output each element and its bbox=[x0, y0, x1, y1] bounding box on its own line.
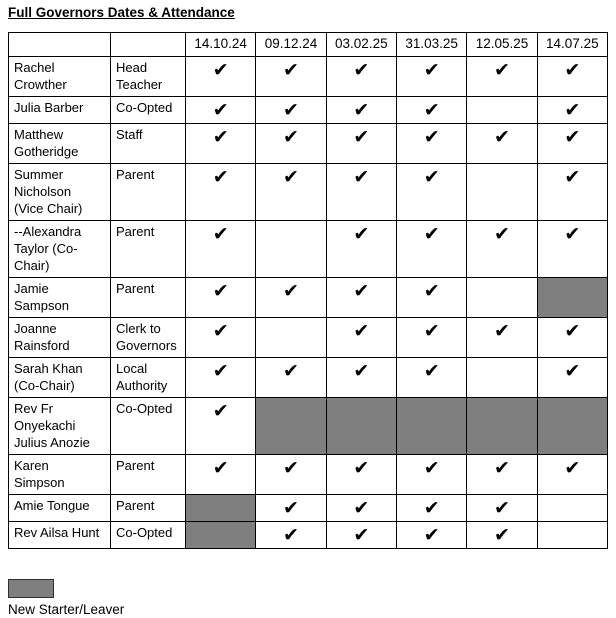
governor-name: Joanne Rainsford bbox=[9, 318, 111, 358]
governor-role: Parent bbox=[111, 164, 186, 221]
attendance-check-icon: ✔ bbox=[467, 495, 537, 522]
attendance-empty-cell bbox=[256, 318, 326, 358]
new-starter-leaver-cell bbox=[186, 522, 256, 549]
attendance-empty-cell bbox=[537, 522, 607, 549]
attendance-empty-cell bbox=[467, 97, 537, 124]
legend-label: New Starter/Leaver bbox=[8, 602, 125, 617]
header-row bbox=[9, 33, 608, 57]
governor-name: Summer Nicholson (Vice Chair) bbox=[9, 164, 111, 221]
attendance-check-icon: ✔ bbox=[256, 124, 326, 164]
attendance-check-icon: ✔ bbox=[537, 455, 607, 495]
governor-name: --Alexandra Taylor (Co-Chair) bbox=[9, 221, 111, 278]
attendance-check-icon: ✔ bbox=[256, 455, 326, 495]
attendance-check-icon: ✔ bbox=[326, 358, 396, 398]
attendance-check-icon: ✔ bbox=[537, 164, 607, 221]
attendance-check-icon: ✔ bbox=[396, 495, 466, 522]
attendance-check-icon: ✔ bbox=[467, 318, 537, 358]
attendance-empty-cell bbox=[537, 495, 607, 522]
governor-name: Rev Ailsa Hunt bbox=[9, 522, 111, 549]
attendance-check-icon: ✔ bbox=[326, 318, 396, 358]
table-row bbox=[9, 398, 608, 455]
governor-role: Parent bbox=[111, 278, 186, 318]
attendance-check-icon: ✔ bbox=[396, 57, 466, 97]
attendance-check-icon: ✔ bbox=[256, 278, 326, 318]
table-row bbox=[9, 221, 608, 278]
governor-name: Julia Barber bbox=[9, 97, 111, 124]
date-header: 12.05.25 bbox=[467, 33, 537, 57]
attendance-table-body bbox=[9, 57, 608, 549]
new-starter-leaver-cell bbox=[537, 278, 607, 318]
governor-name: Karen Simpson bbox=[9, 455, 111, 495]
attendance-check-icon: ✔ bbox=[396, 318, 466, 358]
attendance-check-icon: ✔ bbox=[186, 318, 256, 358]
attendance-check-icon: ✔ bbox=[396, 522, 466, 549]
table-row bbox=[9, 124, 608, 164]
new-starter-leaver-swatch bbox=[8, 579, 54, 598]
attendance-check-icon: ✔ bbox=[186, 221, 256, 278]
date-header: 09.12.24 bbox=[256, 33, 326, 57]
attendance-check-icon: ✔ bbox=[467, 57, 537, 97]
governor-role: Staff bbox=[111, 124, 186, 164]
header-name-blank bbox=[9, 33, 111, 57]
attendance-check-icon: ✔ bbox=[537, 358, 607, 398]
attendance-check-icon: ✔ bbox=[326, 495, 396, 522]
attendance-check-icon: ✔ bbox=[256, 97, 326, 124]
attendance-check-icon: ✔ bbox=[467, 221, 537, 278]
new-starter-leaver-cell bbox=[537, 398, 607, 455]
attendance-check-icon: ✔ bbox=[396, 221, 466, 278]
governor-name: Rachel Crowther bbox=[9, 57, 111, 97]
attendance-check-icon: ✔ bbox=[256, 358, 326, 398]
attendance-check-icon: ✔ bbox=[326, 97, 396, 124]
governor-role: Local Authority bbox=[111, 358, 186, 398]
attendance-table-header bbox=[9, 33, 608, 57]
table-row bbox=[9, 455, 608, 495]
attendance-check-icon: ✔ bbox=[186, 455, 256, 495]
table-row bbox=[9, 164, 608, 221]
governor-name: Amie Tongue bbox=[9, 495, 111, 522]
new-starter-leaver-cell bbox=[326, 398, 396, 455]
table-row bbox=[9, 318, 608, 358]
attendance-check-icon: ✔ bbox=[467, 522, 537, 549]
attendance-empty-cell bbox=[467, 164, 537, 221]
table-row bbox=[9, 495, 608, 522]
date-header: 14.07.25 bbox=[537, 33, 607, 57]
table-row bbox=[9, 358, 608, 398]
attendance-empty-cell bbox=[256, 221, 326, 278]
attendance-table bbox=[8, 32, 608, 549]
attendance-check-icon: ✔ bbox=[326, 278, 396, 318]
attendance-check-icon: ✔ bbox=[537, 57, 607, 97]
attendance-check-icon: ✔ bbox=[326, 522, 396, 549]
attendance-check-icon: ✔ bbox=[396, 164, 466, 221]
attendance-check-icon: ✔ bbox=[186, 57, 256, 97]
attendance-check-icon: ✔ bbox=[256, 495, 326, 522]
governor-name: Jamie Sampson bbox=[9, 278, 111, 318]
attendance-check-icon: ✔ bbox=[256, 164, 326, 221]
header-role-blank bbox=[111, 33, 186, 57]
table-row bbox=[9, 522, 608, 549]
attendance-check-icon: ✔ bbox=[186, 278, 256, 318]
attendance-check-icon: ✔ bbox=[537, 318, 607, 358]
attendance-check-icon: ✔ bbox=[537, 221, 607, 278]
legend bbox=[8, 579, 608, 618]
date-header: 14.10.24 bbox=[186, 33, 256, 57]
attendance-check-icon: ✔ bbox=[186, 164, 256, 221]
attendance-empty-cell bbox=[467, 358, 537, 398]
attendance-check-icon: ✔ bbox=[396, 97, 466, 124]
new-starter-leaver-cell bbox=[186, 495, 256, 522]
governor-role: Parent bbox=[111, 495, 186, 522]
attendance-check-icon: ✔ bbox=[256, 522, 326, 549]
attendance-check-icon: ✔ bbox=[186, 124, 256, 164]
new-starter-leaver-cell bbox=[467, 398, 537, 455]
attendance-check-icon: ✔ bbox=[467, 455, 537, 495]
attendance-check-icon: ✔ bbox=[326, 124, 396, 164]
attendance-check-icon: ✔ bbox=[467, 124, 537, 164]
attendance-check-icon: ✔ bbox=[326, 455, 396, 495]
attendance-check-icon: ✔ bbox=[186, 398, 256, 455]
governor-name: Matthew Gotheridge bbox=[9, 124, 111, 164]
governor-role: Parent bbox=[111, 221, 186, 278]
table-row bbox=[9, 278, 608, 318]
attendance-check-icon: ✔ bbox=[396, 124, 466, 164]
attendance-check-icon: ✔ bbox=[256, 57, 326, 97]
table-row bbox=[9, 57, 608, 97]
governor-role: Co-Opted bbox=[111, 522, 186, 549]
governor-role: Head Teacher bbox=[111, 57, 186, 97]
governor-role: Parent bbox=[111, 455, 186, 495]
attendance-check-icon: ✔ bbox=[186, 358, 256, 398]
attendance-check-icon: ✔ bbox=[396, 278, 466, 318]
attendance-empty-cell bbox=[467, 278, 537, 318]
attendance-check-icon: ✔ bbox=[326, 221, 396, 278]
date-header: 31.03.25 bbox=[396, 33, 466, 57]
attendance-check-icon: ✔ bbox=[396, 358, 466, 398]
governor-role: Co-Opted bbox=[111, 398, 186, 455]
attendance-check-icon: ✔ bbox=[326, 164, 396, 221]
attendance-check-icon: ✔ bbox=[326, 57, 396, 97]
table-row bbox=[9, 97, 608, 124]
attendance-check-icon: ✔ bbox=[537, 124, 607, 164]
page-title: Full Governors Dates & Attendance bbox=[8, 5, 235, 20]
governor-name: Sarah Khan (Co-Chair) bbox=[9, 358, 111, 398]
governor-name: Rev Fr Onyekachi Julius Anozie bbox=[9, 398, 111, 455]
attendance-check-icon: ✔ bbox=[537, 97, 607, 124]
new-starter-leaver-cell bbox=[396, 398, 466, 455]
date-header: 03.02.25 bbox=[326, 33, 396, 57]
governor-role: Co-Opted bbox=[111, 97, 186, 124]
governor-role: Clerk to Governors bbox=[111, 318, 186, 358]
attendance-check-icon: ✔ bbox=[186, 97, 256, 124]
attendance-check-icon: ✔ bbox=[396, 455, 466, 495]
new-starter-leaver-cell bbox=[256, 398, 326, 455]
